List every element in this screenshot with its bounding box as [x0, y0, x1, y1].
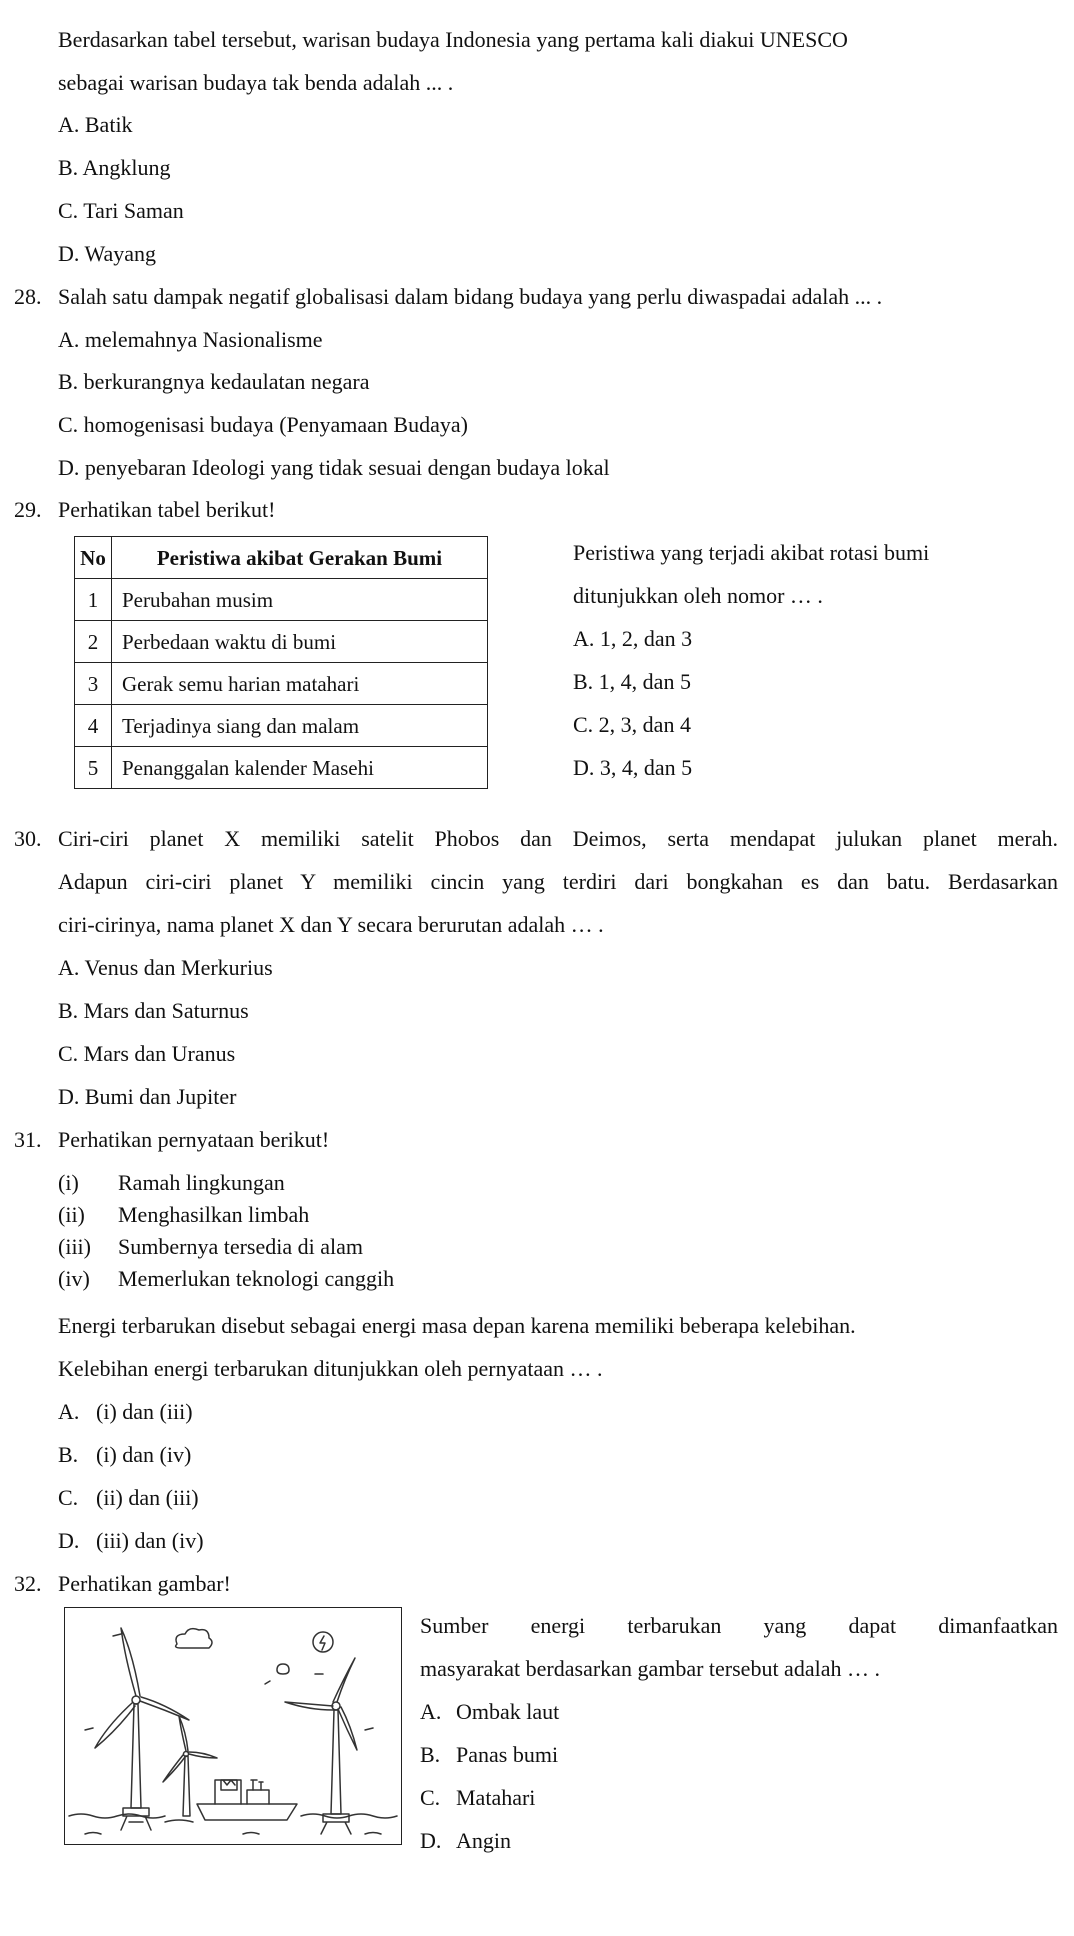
q28-option-a: A. melemahnya Nasionalisme — [58, 327, 323, 352]
q30-option-b: B. Mars dan Saturnus — [58, 998, 249, 1023]
q31-option-a-text: (i) dan (iii) — [96, 1399, 193, 1424]
q30-number: 30. — [14, 826, 42, 851]
q27-option-c: C. Tari Saman — [58, 198, 184, 223]
q28-text: Salah satu dampak negatif globalisasi dalam bidang budaya yang perlu diwaspadai adalah ... . — [58, 284, 883, 309]
table-cell-no: 1 — [75, 579, 112, 621]
table-cell-event: Penanggalan kalender Masehi — [112, 747, 488, 789]
q31-statement-label: (iv) — [58, 1266, 90, 1291]
q31-statement-text: Memerlukan teknologi canggih — [118, 1266, 395, 1291]
events-table — [74, 536, 488, 789]
q31-option-c-letter: C. — [58, 1485, 79, 1510]
q29-text: Perhatikan tabel berikut! — [58, 497, 276, 522]
q31-statement-label: (iii) — [58, 1234, 91, 1259]
table-cell-event: Terjadinya siang dan malam — [112, 705, 488, 747]
q31-statement-text: Menghasilkan limbah — [118, 1202, 310, 1227]
q29-question-line2: ditunjukkan oleh nomor … . — [573, 583, 823, 608]
table-cell-event: Gerak semu harian matahari — [112, 663, 488, 705]
q31-statement-text: Ramah lingkungan — [118, 1170, 285, 1195]
q32-option-a-letter: A. — [420, 1699, 442, 1724]
q29-question-line1: Peristiwa yang terjadi akibat rotasi bumi — [573, 540, 930, 565]
q30-option-d: D. Bumi dan Jupiter — [58, 1084, 237, 1109]
q27-option-d: D. Wayang — [58, 241, 157, 266]
table-row — [75, 621, 488, 663]
q32-option-c-text: Matahari — [456, 1785, 536, 1810]
q31-statement-text: Sumbernya tersedia di alam — [118, 1234, 363, 1259]
table-row — [75, 747, 488, 789]
wind-turbine-illustration — [64, 1607, 402, 1845]
table-cell-no: 4 — [75, 705, 112, 747]
q30-text-line2: Adapun ciri-ciri planet Y memiliki cincin yang terdiri dari bongkahan es dan batu. Berdasarkan — [58, 869, 1058, 894]
q32-option-a-text: Ombak laut — [456, 1699, 560, 1724]
q32-option-b-letter: B. — [420, 1742, 441, 1767]
q30-text-line1: Ciri-ciri planet X memiliki satelit Phobos dan Deimos, serta mendapat julukan planet merah. — [58, 826, 1058, 851]
q27-option-b: B. Angklung — [58, 155, 171, 180]
q32-number: 32. — [14, 1571, 42, 1596]
q28-number: 28. — [14, 284, 42, 309]
q31-number: 31. — [14, 1127, 42, 1152]
q30-option-a: A. Venus dan Merkurius — [58, 955, 273, 980]
q27-option-a: A. Batik — [58, 112, 133, 137]
table-header-event: Peristiwa akibat Gerakan Bumi — [112, 537, 488, 579]
q32-option-d-letter: D. — [420, 1828, 442, 1853]
q32-option-d-text: Angin — [456, 1828, 511, 1853]
q31-text-line1: Energi terbarukan disebut sebagai energi masa depan karena memiliki beberapa kelebihan. — [58, 1313, 856, 1338]
table-row — [75, 705, 488, 747]
q27-text-line1: Berdasarkan tabel tersebut, warisan budaya Indonesia yang pertama kali diakui UNESCO — [58, 27, 848, 52]
q29-option-a: A. 1, 2, dan 3 — [573, 626, 693, 651]
q32-question-line2: masyarakat berdasarkan gambar tersebut adalah … . — [420, 1656, 880, 1681]
table-header-no: No — [75, 537, 112, 579]
table-cell-event: Perbedaan waktu di bumi — [112, 621, 488, 663]
q29-option-c: C. 2, 3, dan 4 — [573, 712, 691, 737]
q31-text: Perhatikan pernyataan berikut! — [58, 1127, 330, 1152]
q31-option-d-text: (iii) dan (iv) — [96, 1528, 204, 1553]
q28-option-d: D. penyebaran Ideologi yang tidak sesuai dengan budaya lokal — [58, 455, 610, 480]
q28-option-c: C. homogenisasi budaya (Penyamaan Budaya) — [58, 412, 468, 437]
table-header-row — [75, 537, 488, 579]
q31-option-b-letter: B. — [58, 1442, 79, 1467]
table-cell-no: 5 — [75, 747, 112, 789]
q31-option-d-letter: D. — [58, 1528, 80, 1553]
q27-text-line2: sebagai warisan budaya tak benda adalah ... . — [58, 70, 454, 95]
q31-option-a-letter: A. — [58, 1399, 80, 1424]
q31-option-b-text: (i) dan (iv) — [96, 1442, 192, 1467]
q31-statement-label: (i) — [58, 1170, 79, 1195]
table-row — [75, 663, 488, 705]
q30-option-c: C. Mars dan Uranus — [58, 1041, 236, 1066]
q31-option-c-text: (ii) dan (iii) — [96, 1485, 199, 1510]
q29-number: 29. — [14, 497, 42, 522]
q28-option-b: B. berkurangnya kedaulatan negara — [58, 369, 370, 394]
q32-question-line1: Sumber energi terbarukan yang dapat dimanfaatkan — [420, 1613, 1058, 1638]
q32-option-c-letter: C. — [420, 1785, 441, 1810]
q32-text: Perhatikan gambar! — [58, 1571, 231, 1596]
table-row — [75, 579, 488, 621]
table-cell-event: Perubahan musim — [112, 579, 488, 621]
q29-option-d: D. 3, 4, dan 5 — [573, 755, 693, 780]
q30-text-line3: ciri-cirinya, nama planet X dan Y secara berurutan adalah … . — [58, 912, 604, 937]
q29-option-b: B. 1, 4, dan 5 — [573, 669, 691, 694]
table-cell-no: 2 — [75, 621, 112, 663]
wind-turbine-sea-icon — [65, 1608, 401, 1844]
q32-option-b-text: Panas bumi — [456, 1742, 559, 1767]
q31-text-line2: Kelebihan energi terbarukan ditunjukkan oleh pernyataan … . — [58, 1356, 603, 1381]
table-cell-no: 3 — [75, 663, 112, 705]
q31-statement-label: (ii) — [58, 1202, 85, 1227]
